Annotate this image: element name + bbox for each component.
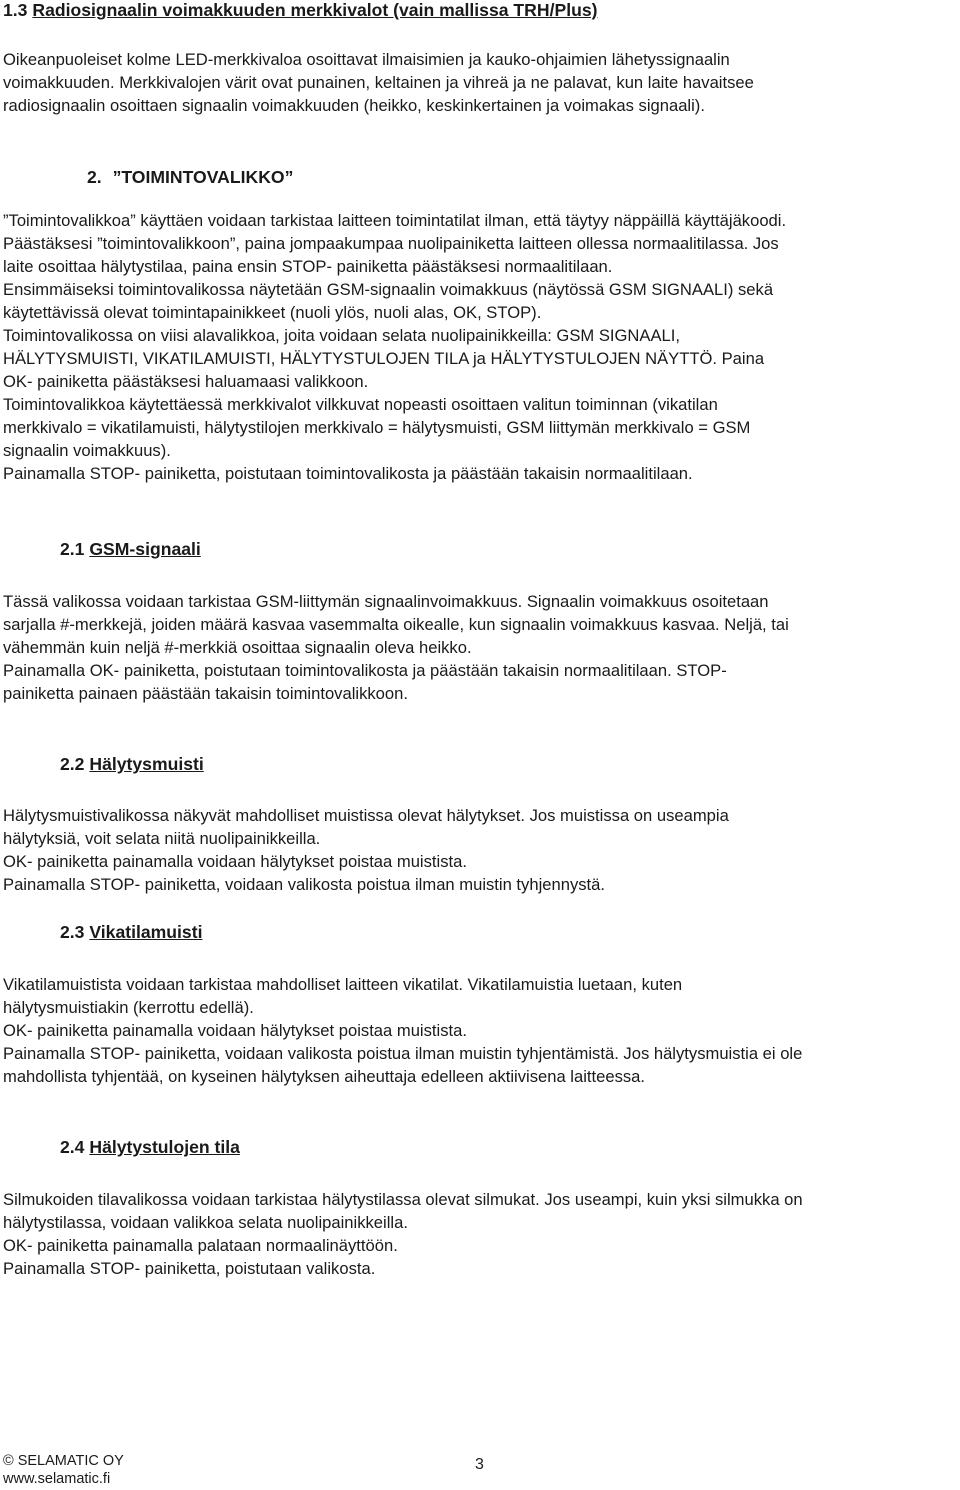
text-line: signaalin voimakkuus). [3, 441, 171, 460]
text-line: Hälytysmuistivalikossa näkyvät mahdolliset muistissa olevat hälytykset. Jos muistissa on useampia [3, 806, 729, 825]
section-2-4-heading [60, 1135, 240, 1159]
section-title: Hälytystulojen tila [89, 1137, 240, 1157]
text-line: sarjalla #-merkkejä, joiden määrä kasvaa vasemmalta oikealle, kun signaalin voimakkuus kasvaa. Neljä, tai [3, 615, 789, 634]
text-line: Tässä valikossa voidaan tarkistaa GSM-liittymän signaalinvoimakkuus. Signaalin voimakkuus osoitetaan [3, 592, 769, 611]
text-line: OK- painiketta painamalla voidaan hälytykset poistaa muistista. [3, 852, 467, 871]
text-line: Toimintovalikossa on viisi alavalikkoa, joita voidaan selata nuolipainikkeilla: GSM SIGNAALI, [3, 326, 680, 345]
text-line: Päästäksesi ”toimintovalikkoon”, paina jompaakumpaa nuolipainiketta laitteen ollessa normaalitilassa. Jos [3, 234, 779, 253]
text-line: Painamalla OK- painiketta, poistutaan toimintovalikosta ja päästään takaisin normaalitilaan. STOP- [3, 661, 727, 680]
section-2-3-heading [60, 920, 202, 944]
text-line: Silmukoiden tilavalikossa voidaan tarkistaa hälytystilassa olevat silmukat. Jos useampi, kuin yksi silmukka on [3, 1190, 803, 1209]
section-title: Vikatilamuisti [89, 922, 203, 942]
section-number: 1.3 [3, 0, 28, 20]
page-footer [3, 1452, 957, 1488]
section-2-4-body [3, 1188, 803, 1280]
text-line: hälytyksiä, voit selata niitä nuolipainikkeilla. [3, 829, 321, 848]
text-line: Painamalla STOP- painiketta, voidaan valikosta poistua ilman muistin tyhjennystä. [3, 875, 605, 894]
section-2-2-heading [60, 752, 204, 776]
section-number: 2.2 [60, 754, 85, 774]
text-line: Ensimmäiseksi toimintovalikossa näytetään GSM-signaalin voimakkuus (näytössä GSM SIGNAALI) sekä [3, 280, 774, 299]
text-line: merkkivalo = vikatilamuisti, hälytystilojen merkkivalo = hälytysmuisti, GSM liittymän merkkivalo = GSM [3, 418, 751, 437]
section-2-2-body [3, 804, 729, 896]
section-number: 2.4 [60, 1137, 85, 1157]
text-line: mahdollista tyhjentää, on kyseinen hälytyksen aiheuttaja edelleen aktiivisena laitteessa. [3, 1067, 646, 1086]
text-line: käytettävissä olevat toimintapainikkeet (nuoli ylös, nuoli alas, OK, STOP). [3, 303, 542, 322]
section-title: Radiosignaalin voimakkuuden merkkivalot (vain mallissa TRH/Plus) [32, 0, 598, 20]
section-heading [3, 0, 598, 22]
text-line: OK- painiketta painamalla palataan normaalinäyttöön. [3, 1236, 398, 1255]
text-line: radiosignaalin osoittaen signaalin voimakkuuden (heikko, keskinkertainen ja voimakas signaali). [3, 96, 705, 115]
section-2-heading [87, 165, 293, 189]
text-line: OK- painiketta painamalla voidaan hälytykset poistaa muistista. [3, 1021, 467, 1040]
section-number: 2.1 [60, 539, 85, 559]
section-2-3-body [3, 973, 802, 1088]
text-line: OK- painiketta päästäksesi haluamaasi valikkoon. [3, 372, 369, 391]
section-number: 2. [87, 167, 102, 187]
text-line: laite osoittaa hälytystilaa, paina ensin STOP- painiketta päästäksesi normaalitilaan. [3, 257, 613, 276]
section-title: Hälytysmuisti [89, 754, 204, 774]
text-line: Toimintovalikkoa käytettäessä merkkivalot vilkkuvat nopeasti osoittaen valitun toiminnan (vikatilan [3, 395, 718, 414]
text-line: painiketta painaen päästään takaisin toimintovalikkoon. [3, 684, 408, 703]
text-line: Vikatilamuistista voidaan tarkistaa mahdolliset laitteen vikatilat. Vikatilamuistia luetaan, kuten [3, 975, 683, 994]
section-2-1-heading [60, 537, 201, 561]
text-line: hälytysmuistiakin (kerrottu edellä). [3, 998, 254, 1017]
text-line: Painamalla STOP- painiketta, voidaan valikosta poistua ilman muistin tyhjentämistä. Jos hälytysmuistia ei ole [3, 1044, 803, 1063]
footer-company: © SELAMATIC OY [3, 1453, 124, 1469]
section-title: ”TOIMINTOVALIKKO” [112, 167, 294, 187]
section-1-3-body [3, 48, 754, 117]
section-title: GSM-signaali [89, 539, 201, 559]
text-line: ”Toimintovalikkoa” käyttäen voidaan tarkistaa laitteen toimintatilat ilman, että täytyy näppäillä käyttäjäkoodi. [3, 211, 787, 230]
text-line: Oikeanpuoleiset kolme LED-merkkivaloa osoittavat ilmaisimien ja kauko-ohjaimien lähetyssignaalin [3, 50, 730, 69]
text-line: voimakkuuden. Merkkivalojen värit ovat punainen, keltainen ja vihreä ja ne palavat, kun laite havaitsee [3, 73, 754, 92]
footer-website: www.selamatic.fi [3, 1471, 111, 1487]
text-line: Painamalla STOP- painiketta, poistutaan valikosta. [3, 1259, 376, 1278]
text-line: vähemmän kuin neljä #-merkkiä osoittaa signaalin oleva heikko. [3, 638, 472, 657]
section-1-3 [3, 0, 598, 22]
text-line: HÄLYTYSMUISTI, VIKATILAMUISTI, HÄLYTYSTULOJEN TILA ja HÄLYTYSTULOJEN NÄYTTÖ. Paina [3, 349, 765, 368]
text-line: Painamalla STOP- painiketta, poistutaan toimintovalikosta ja päästään takaisin normaalitilaan. [3, 464, 693, 483]
section-number: 2.3 [60, 922, 85, 942]
section-2-1-body [3, 590, 789, 705]
text-line: hälytystilassa, voidaan valikkoa selata nuolipainikkeilla. [3, 1213, 408, 1232]
section-2-body [3, 209, 786, 485]
page-number: 3 [475, 1456, 484, 1473]
